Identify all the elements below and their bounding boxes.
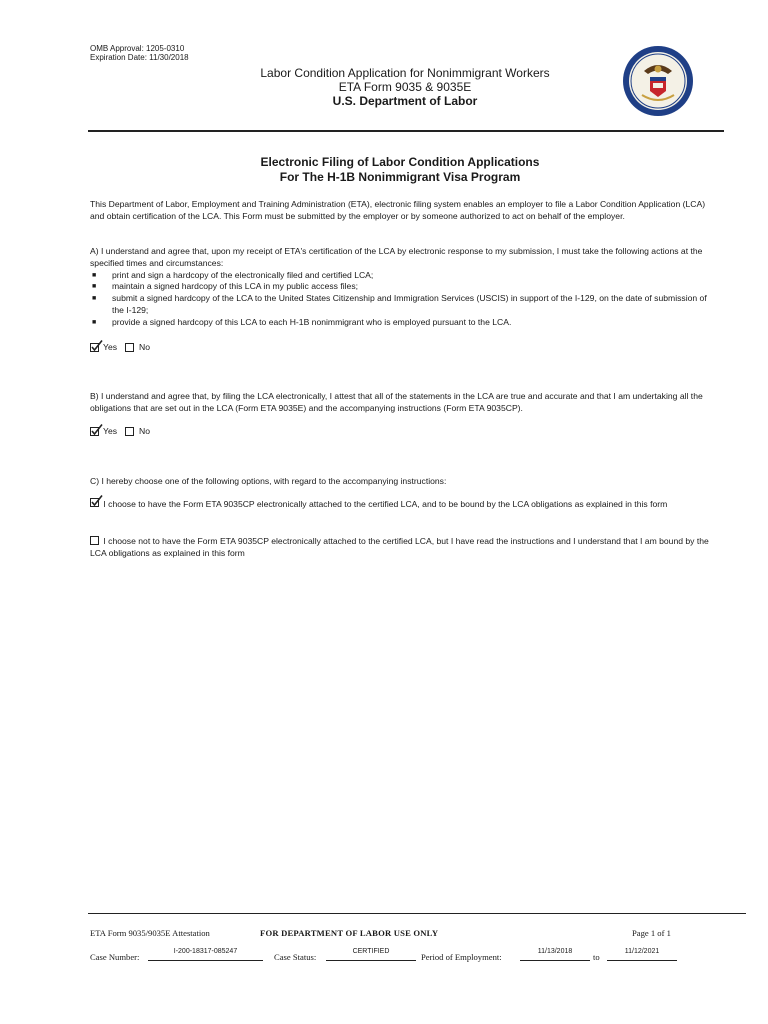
section-c-text: C) I hereby choose one of the following options, with regard to the accompanying instructions: <box>90 476 447 486</box>
case-number-label: Case Number: <box>90 952 140 962</box>
option-2-checkbox[interactable] <box>90 536 99 545</box>
expiration-date: Expiration Date: 11/30/2018 <box>90 53 189 62</box>
header-form-number: ETA Form 9035 & 9035E <box>338 80 472 94</box>
section-a-bullets <box>90 270 712 329</box>
option-1-checkbox[interactable] <box>90 497 101 508</box>
form-header <box>150 66 660 108</box>
bullet-icon: ■ <box>92 271 97 279</box>
page-title <box>90 155 710 185</box>
header-title: Labor Condition Application for Nonimmigrant Workers <box>260 66 550 80</box>
section-b-text: B) I understand and agree that, by filing the LCA electronically, I attest that all of the statements in the LCA are true and accurate and that I am undertaking all the obligations that are set out in the LCA (Form ETA 9035E) and the accompanying instructions (Form ETA 9035CP). <box>90 391 703 413</box>
bullet-icon: ■ <box>92 295 97 303</box>
list-item: ■ maintain a signed hardcopy of this LCA in my public access files; <box>92 281 358 292</box>
option-1-label: I choose to have the Form ETA 9035CP electronically attached to the certified LCA, and to be bound by the LCA obligations as explained in this form <box>103 499 668 509</box>
footer-page-number: Page 1 of 1 <box>632 928 671 938</box>
no-label: No <box>139 426 151 436</box>
list-item: ■ provide a signed hardcopy of this LCA to each H-1B nonimmigrant who is employed pursuant to the LCA. <box>92 316 512 327</box>
omb-approval: OMB Approval: 1205-0310 <box>90 44 185 53</box>
yes-label: Yes <box>103 342 118 352</box>
section-b-answer <box>90 425 150 437</box>
footer-use-only: FOR DEPARTMENT OF LABOR USE ONLY <box>260 928 439 938</box>
no-label: No <box>139 342 151 352</box>
bullet-icon: ■ <box>92 283 97 291</box>
option-2-label: I choose not to have the Form ETA 9035CP electronically attached to the certified LCA, but I have read the instructions and I understand that I am bound by the LCA obligations as explained in this form <box>90 536 709 558</box>
footer-divider <box>88 913 746 914</box>
omb-info <box>90 44 189 62</box>
section-a-text: A) I understand and agree that, upon my receipt of ETA's certification of the LCA by electronic response to my submission, I must take the following actions at the specified times and circumstances: <box>90 246 703 268</box>
dol-seal-icon <box>622 45 694 117</box>
list-item: ■ print and sign a hardcopy of the electronically filed and certified LCA; <box>92 269 374 280</box>
checked-box-icon <box>90 424 103 437</box>
bullet-icon: ■ <box>92 318 97 326</box>
yes-label: Yes <box>103 426 118 436</box>
title-line-1: Electronic Filing of Labor Condition Applications <box>260 155 540 169</box>
period-start-field: 11/13/2018 <box>520 948 590 961</box>
footer-form-label: ETA Form 9035/9035E Attestation <box>90 928 210 938</box>
section-b-yes-checkbox[interactable] <box>90 426 101 437</box>
case-number-field: I-200-18317-085247 <box>148 948 263 961</box>
title-line-2: For The H-1B Nonimmigrant Visa Program <box>279 170 521 184</box>
checked-box-icon <box>90 495 103 508</box>
header-divider <box>88 130 724 132</box>
section-b-no-checkbox[interactable] <box>125 427 134 436</box>
intro-paragraph: This Department of Labor, Employment and Training Administration (ETA), electronic filing system enables an employer to file a Labor Condition Application (LCA) and obtain certification of the LCA. This Form must be submitted by the employer or by someone authorized to act on behalf of the employer. <box>90 199 706 221</box>
list-item: ■ submit a signed hardcopy of the LCA to the United States Citizenship and Immigration Services (USCIS) in support of the I-129, on the date of submission of the I-129; <box>92 293 707 315</box>
section-a <box>90 246 712 329</box>
period-label: Period of Employment: <box>421 952 502 962</box>
to-label: to <box>593 952 600 962</box>
section-a-no-checkbox[interactable] <box>125 343 134 352</box>
header-department: U.S. Department of Labor <box>332 94 478 108</box>
footer-case-info <box>90 948 730 964</box>
section-c-option-2 <box>90 536 712 560</box>
section-a-answer <box>90 341 150 353</box>
case-status-label: Case Status: <box>274 952 317 962</box>
case-status-field: CERTIFIED <box>326 948 416 961</box>
period-end-field: 11/12/2021 <box>607 948 677 961</box>
section-a-yes-checkbox[interactable] <box>90 342 101 353</box>
section-c-option-1 <box>90 497 712 511</box>
checked-box-icon <box>90 340 103 353</box>
